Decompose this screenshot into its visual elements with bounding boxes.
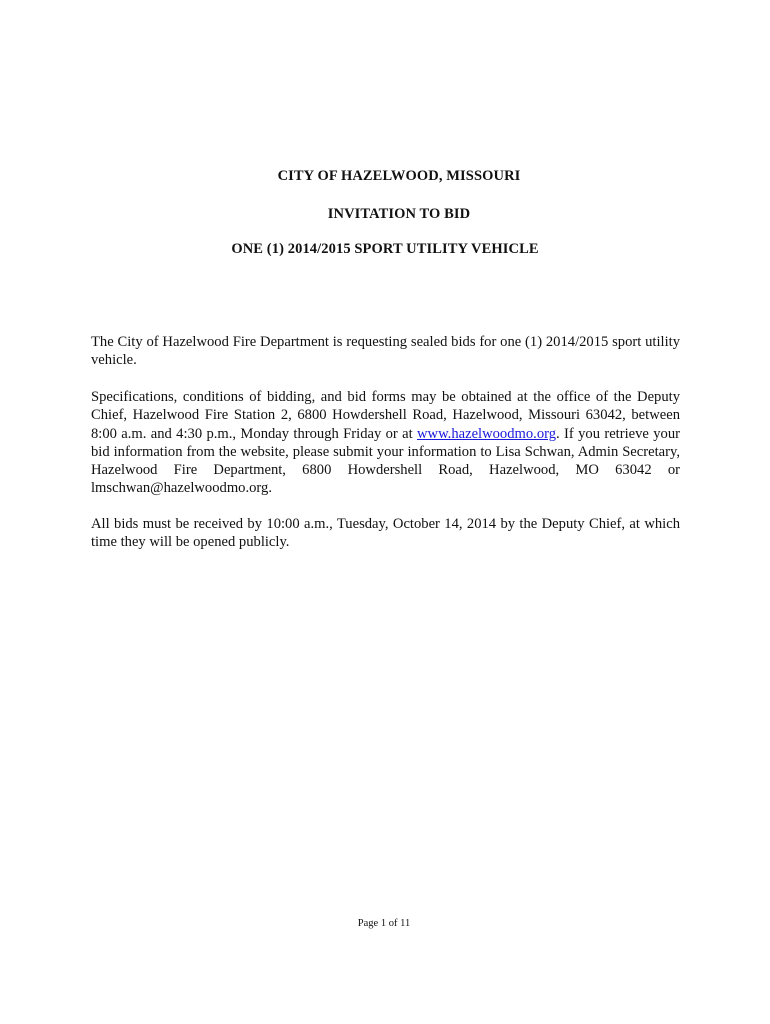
paragraph-specifications-text: Specifications, conditions of bidding, and bid forms may be obtained at the office of the Deputy Chief, Hazelwood Fire Station 2, 6800 Howdershell Road, Hazelwood, Missouri 63042, between 8:00 a.m. and 4:30 p.m., Monday through Friday or at: [91, 389, 680, 442]
heading-vehicle: ONE (1) 2014/2015 SPORT UTILITY VEHICLE: [231, 241, 539, 257]
heading-invitation: INVITATION TO BID: [327, 206, 471, 222]
heading-city: CITY OF HAZELWOOD, MISSOURI: [277, 168, 521, 184]
paragraph-specifications: [91, 388, 680, 498]
paragraph-deadline: All bids must be received by 10:00 a.m., Tuesday, October 14, 2014 by the Deputy Chief, at which time they will be opened publicly.: [91, 516, 680, 551]
paragraph-request: The City of Hazelwood Fire Department is requesting sealed bids for one (1) 2014/2015 sport utility vehicle.: [91, 334, 680, 369]
page-number: Page 1 of 11: [357, 918, 411, 929]
website-link[interactable]: www.hazelwoodmo.org: [417, 425, 557, 442]
paragraph-specifications-text-cont: . If you retrieve your bid information from the website, please submit your information to Lisa Schwan, Admin Secretary, Hazelwood Fire Department, 6800 Howdershell Road, Hazelwood, MO 63042 or lmschwan@hazelwoodmo.org.: [91, 425, 680, 497]
